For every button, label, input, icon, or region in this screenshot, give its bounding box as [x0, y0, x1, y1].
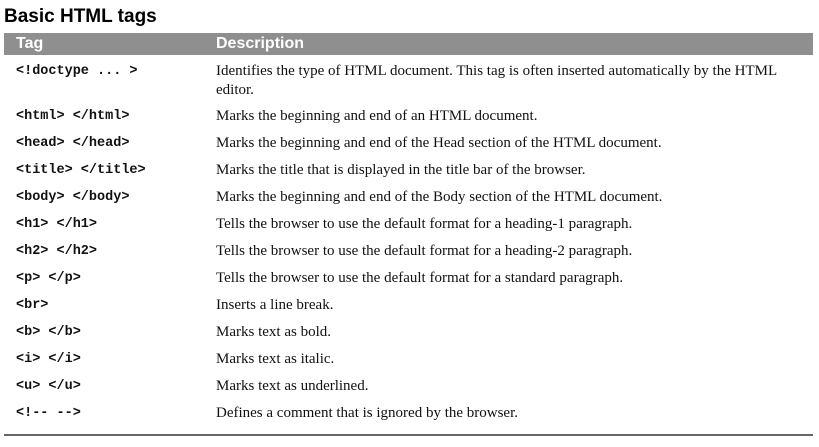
description-cell: Marks text as bold.: [216, 324, 331, 340]
column-header-description: Description: [216, 35, 305, 52]
table-row: [4, 187, 813, 214]
column-header-tag: Tag: [16, 35, 44, 52]
table-row: [4, 106, 813, 133]
table-header: [4, 33, 813, 55]
tag-cell: <!doctype ... >: [16, 64, 138, 79]
tag-cell: <h1> </h1>: [16, 217, 98, 232]
page-title: Basic HTML tags: [4, 6, 157, 27]
tag-cell: <!-- -->: [16, 406, 81, 421]
tag-cell: <u> </u>: [16, 379, 81, 394]
table-row: [4, 403, 813, 430]
description-cell: Identifies the type of HTML document. This tag is often inserted automatically by the HTML editor.: [216, 63, 777, 98]
description-cell: Tells the browser to use the default format for a standard paragraph.: [216, 270, 624, 286]
description-cell: Defines a comment that is ignored by the browser.: [216, 405, 519, 421]
table-row: [4, 160, 813, 187]
table-body: [4, 55, 813, 434]
description-cell: Marks the beginning and end of an HTML document.: [216, 108, 538, 124]
description-cell: Marks the title that is displayed in the title bar of the browser.: [216, 162, 586, 178]
tag-cell: <h2> </h2>: [16, 244, 98, 259]
description-cell: Tells the browser to use the default format for a heading-2 paragraph.: [216, 243, 633, 259]
description-cell: Marks text as italic.: [216, 351, 335, 367]
table-row: [4, 61, 813, 106]
table-row: [4, 268, 813, 295]
table-row: [4, 376, 813, 403]
description-cell: Marks the beginning and end of the Head section of the HTML document.: [216, 135, 662, 151]
tag-cell: <i> </i>: [16, 352, 81, 367]
table-row: [4, 241, 813, 268]
tag-cell: <body> </body>: [16, 190, 130, 205]
description-cell: Tells the browser to use the default format for a heading-1 paragraph.: [216, 216, 633, 232]
tag-cell: <head> </head>: [16, 136, 130, 151]
description-cell: Marks text as underlined.: [216, 378, 369, 394]
tag-cell: <b> </b>: [16, 325, 81, 340]
table-row: [4, 295, 813, 322]
description-cell: Marks the beginning and end of the Body section of the HTML document.: [216, 189, 663, 205]
description-cell: Inserts a line break.: [216, 297, 334, 313]
tag-cell: <br>: [16, 298, 49, 313]
tag-cell: <title> </title>: [16, 163, 146, 178]
table-row: [4, 133, 813, 160]
tag-cell: <html> </html>: [16, 109, 130, 124]
tag-table: [4, 33, 813, 436]
tag-cell: <p> </p>: [16, 271, 81, 286]
table-row: [4, 322, 813, 349]
table-row: [4, 214, 813, 241]
table-row: [4, 349, 813, 376]
